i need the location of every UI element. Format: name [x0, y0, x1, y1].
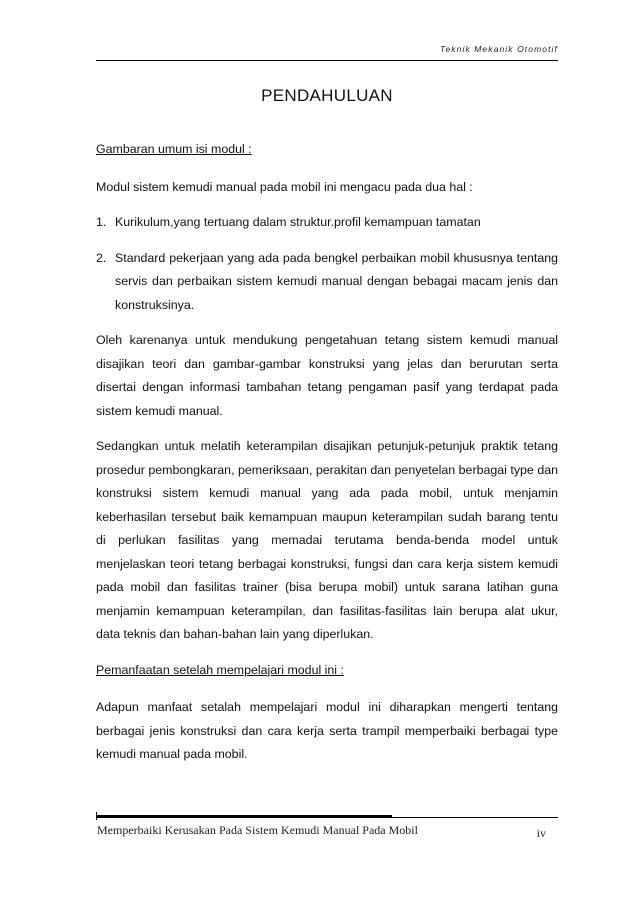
reference-list — [96, 211, 558, 317]
header-divider — [96, 60, 558, 61]
section-heading-overview: Gambaran umum isi modul : — [96, 142, 252, 156]
list-item-text: Kurikulum,yang tertuang dalam struktur.profil kemampuan tamatan — [115, 215, 481, 229]
header-title: Teknik Mekanik Otomotif — [439, 44, 558, 54]
body-paragraph: Adapun manfaat setalah mempelajari modul ini diharapkan mengerti tentang berbagai jenis konstruksi dan cara kerja serta trampil memperbaiki berbagai type kemudi manual pada mobil. — [96, 700, 558, 761]
list-item — [96, 247, 558, 318]
section-heading-benefits: Pemanfaatan setelah mempelajari modul ini : — [96, 662, 344, 677]
footer-divider — [96, 817, 558, 818]
footer-title: Memperbaiki Kerusakan Pada Sistem Kemudi Manual Pada Mobil — [97, 823, 418, 837]
body-paragraph: Oleh karenanya untuk mendukung pengetahuan tetang sistem kemudi manual disajikan teori dan gambar-gambar konstruksi yang jelas dan berurutan serta disertai dengan informasi tambahan tetang pengaman pasif yang terdapat pada sistem kemudi manual. — [96, 333, 558, 418]
intro-paragraph: Modul sistem kemudi manual pada mobil ini mengacu pada dua hal : — [96, 179, 473, 194]
list-item-number: 2. — [96, 250, 107, 265]
list-item — [96, 211, 558, 235]
list-item-text: Standard pekerjaan yang ada pada bengkel perbaikan mobil khususnya tentang servis dan perbaikan sistem kemudi manual dengan bebagai macam jenis dan konstruksinya. — [115, 250, 558, 312]
list-item-number: 1. — [96, 215, 107, 229]
page-number: iv — [536, 826, 546, 840]
page-title: PENDAHULUAN — [261, 86, 393, 105]
body-paragraph: Sedangkan untuk melatih keterampilan disajikan petunjuk-petunjuk praktik tetang prosedur pembongkaran, pemeriksaan, perakitan dan penyetelan berbagai type dan konstruksi sistem kemudi manual yang ada pada mobil, untuk menjamin keberhasilan tersebut baik kemampuan maupun keterampilan sudah barang tentu di perlukan fasilitas yang memadai terutama benda-benda model untuk menjelaskan teori tetang berbagai konstruksi, fungsi dan cara kerja sistem kemudi pada mobil dan fasilitas trainer (bisa berupa mobil) untuk sarana latihan guna menjamin kemampuan keterampilan, dan fasilitas-fasilitas lain berupa alat ukur, data teknis dan bahan-bahan lain yang diperlukan. — [96, 439, 558, 641]
document-body — [96, 138, 558, 779]
